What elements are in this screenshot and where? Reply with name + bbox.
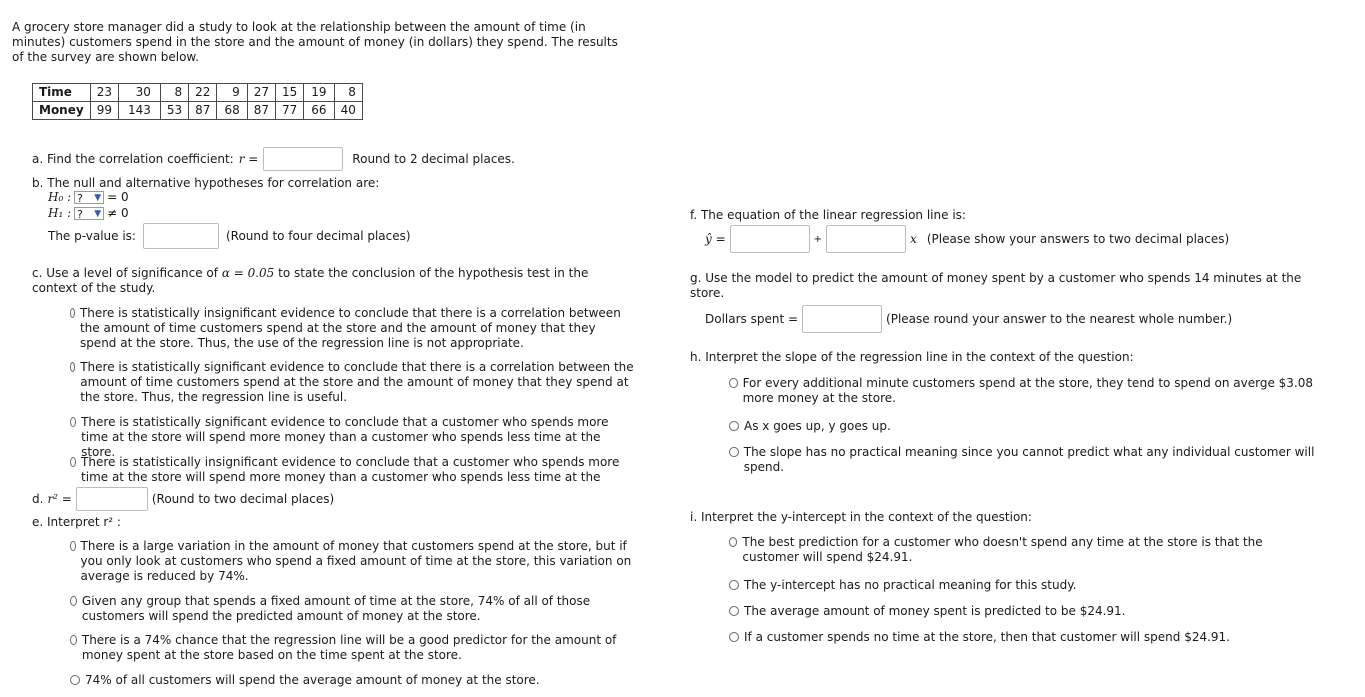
time-cell: 15	[276, 84, 304, 102]
h0-select[interactable]	[74, 191, 104, 204]
question-d-note: (Round to two decimal places)	[151, 491, 335, 506]
question-d	[32, 487, 334, 511]
h0-relation: = 0	[107, 190, 129, 204]
h1-relation: ≠ 0	[107, 206, 129, 220]
pvalue-label: The p-value is:	[48, 228, 136, 243]
radio-button[interactable]	[70, 596, 77, 606]
question-i-option[interactable]	[729, 604, 1299, 619]
option-label: There is statistically significant evidence to conclude that there is a correlation between the amount of time customers spend at the store and the amount of money that they spend at the store. Thus, the regression line is useful.	[80, 360, 634, 404]
dollars-spent-label: Dollars spent =	[705, 311, 799, 326]
intercept-input[interactable]	[730, 225, 810, 253]
pvalue-note: (Round to four decimal places)	[225, 228, 411, 243]
radio-button[interactable]	[729, 447, 739, 457]
radio-button[interactable]	[729, 378, 738, 388]
radio-button[interactable]	[729, 580, 739, 590]
option-label: For every additional minute customers spend at the store, they tend to spend on averge $3.08 more money at the store.	[742, 376, 1313, 405]
question-i-option[interactable]	[729, 630, 1299, 645]
pvalue-input[interactable]	[143, 223, 219, 249]
null-hypothesis-row	[48, 190, 129, 205]
dollars-spent-row	[705, 305, 1232, 333]
question-h-option[interactable]	[729, 419, 1339, 434]
yhat-label: ŷ =	[705, 231, 726, 246]
time-cell: 8	[160, 84, 188, 102]
radio-button[interactable]	[70, 541, 76, 551]
r-variable: r =	[238, 151, 259, 166]
question-c-option[interactable]	[70, 415, 635, 460]
alpha-value: α = 0.05	[221, 266, 275, 280]
h0-label: H₀ :	[48, 190, 72, 204]
alt-hypothesis-row	[48, 206, 129, 221]
question-a-text: a. Find the correlation coefficient:	[32, 151, 234, 166]
question-h-option[interactable]	[729, 445, 1339, 475]
question-g-note: (Please round your answer to the nearest whole number.)	[886, 311, 1233, 326]
plus-sign: +	[813, 233, 823, 245]
correlation-input[interactable]	[263, 147, 343, 171]
radio-button[interactable]	[729, 606, 739, 616]
table-row-money	[33, 102, 363, 120]
question-e-option[interactable]	[70, 539, 640, 584]
h1-select[interactable]	[74, 207, 104, 220]
option-label: If a customer spends no time at the store, then that customer will spend $24.91.	[744, 630, 1230, 644]
question-a-note: Round to 2 decimal places.	[352, 151, 515, 166]
question-e-text: e. Interpret r² :	[32, 515, 121, 529]
time-cell: 30	[118, 84, 160, 102]
time-cell: 8	[334, 84, 362, 102]
question-e-option[interactable]	[70, 633, 640, 663]
time-cell: 23	[90, 84, 118, 102]
radio-button[interactable]	[70, 308, 75, 318]
option-label: There is a large variation in the amount of money that customers spend at the store, but if you only look at customers who spend a fixed amount of time at the store, this variation on average is reduced by 74%.	[80, 539, 632, 583]
question-e-option[interactable]	[70, 594, 640, 624]
radio-button[interactable]	[70, 635, 77, 645]
r-squared-variable: r² =	[47, 491, 72, 506]
time-cell: 9	[217, 84, 247, 102]
question-c-option[interactable]	[70, 306, 635, 351]
question-f-text: f. The equation of the linear regression line is:	[690, 208, 966, 222]
money-cell: 143	[118, 102, 160, 120]
option-label: The y-intercept has no practical meaning for this study.	[744, 578, 1077, 592]
question-d-label: d.	[32, 491, 44, 506]
pvalue-row	[48, 223, 411, 249]
intro-paragraph: A grocery store manager did a study to look at the relationship between the amount of time (in minutes) customers spend in the store and the amount of money (in dollars) they spend. The results of the survey are shown below.	[12, 20, 618, 64]
radio-button[interactable]	[729, 632, 739, 642]
money-cell: 66	[304, 102, 334, 120]
regression-equation-row	[705, 225, 1229, 253]
question-h-option[interactable]	[729, 376, 1339, 406]
option-label: 74% of all customers will spend the average amount of money at the store.	[85, 673, 540, 687]
chevron-down-icon: ▼	[94, 193, 102, 203]
data-table	[32, 83, 363, 120]
radio-button[interactable]	[729, 537, 737, 547]
option-label: There is statistically significant evidence to conclude that a customer who spends more time at the store will spend more money than a customer who spends less time at the store.	[81, 415, 609, 459]
slope-input[interactable]	[826, 225, 906, 253]
option-label: There is statistically insignificant evidence to conclude that there is a correlation between the amount of time customers spend at the store and the amount of money that they spend at the store. Thus, the use of the regression line is not appropriate.	[79, 306, 621, 350]
radio-button[interactable]	[70, 457, 76, 467]
h1-select-value: ?	[77, 208, 83, 221]
option-label: The best prediction for a customer who doesn't spend any time at the store is that the customer will spend $24.91.	[742, 535, 1263, 564]
option-label: Given any group that spends a fixed amount of time at the store, 74% of all of those customers will spend the predicted amount of money at the store.	[81, 594, 591, 623]
x-variable: x	[910, 231, 917, 246]
radio-button[interactable]	[70, 417, 76, 427]
question-e-option[interactable]	[70, 673, 640, 688]
question-i-option[interactable]	[729, 578, 1299, 593]
question-i-option[interactable]	[729, 535, 1299, 565]
money-cell: 99	[90, 102, 118, 120]
time-cell: 22	[189, 84, 217, 102]
chevron-down-icon: ▼	[94, 209, 102, 219]
question-c-text	[32, 266, 632, 296]
h1-label: H₁ :	[48, 206, 72, 220]
h0-select-value: ?	[77, 192, 83, 205]
question-b-text: b. The null and alternative hypotheses for correlation are:	[32, 176, 380, 190]
money-cell: 87	[189, 102, 217, 120]
radio-button[interactable]	[70, 362, 75, 372]
question-c-text-a: c. Use a level of significance of	[32, 266, 218, 280]
r-squared-input[interactable]	[76, 487, 148, 511]
question-a	[32, 147, 515, 171]
option-label: As x goes up, y goes up.	[744, 419, 891, 433]
money-cell: 77	[276, 102, 304, 120]
question-c-text-b: to state the conclusion of the hypothesis test in the context of the study.	[32, 266, 589, 295]
time-cell: 19	[304, 84, 334, 102]
row-label-money: Money	[33, 102, 91, 120]
question-f-note: (Please show your answers to two decimal places)	[926, 231, 1230, 246]
question-g-text: g. Use the model to predict the amount of money spent by a customer who spends 14 minutes at the store.	[690, 271, 1302, 300]
radio-button[interactable]	[70, 675, 80, 685]
money-cell: 53	[160, 102, 188, 120]
table-row-time	[33, 84, 363, 102]
row-label-time: Time	[33, 84, 91, 102]
question-i-text: i. Interpret the y-intercept in the context of the question:	[690, 510, 1032, 524]
money-cell: 68	[217, 102, 247, 120]
dollars-spent-input[interactable]	[802, 305, 882, 333]
time-cell: 27	[247, 84, 275, 102]
question-c-option[interactable]	[70, 360, 635, 405]
money-cell: 40	[334, 102, 362, 120]
question-h-text: h. Interpret the slope of the regression line in the context of the question:	[690, 350, 1134, 364]
money-cell: 87	[247, 102, 275, 120]
option-label: The average amount of money spent is predicted to be $24.91.	[744, 604, 1126, 618]
option-label: The slope has no practical meaning since you cannot predict what any individual customer will spend.	[743, 445, 1315, 474]
option-label: There is a 74% chance that the regression line will be a good predictor for the amount of money spent at the store based on the time spent at the store.	[81, 633, 617, 662]
option-label: There is statistically insignificant evidence to conclude that a customer who spends more time at the store will spend more money than a customer who spends less time at the	[81, 455, 620, 484]
radio-button[interactable]	[729, 421, 739, 431]
